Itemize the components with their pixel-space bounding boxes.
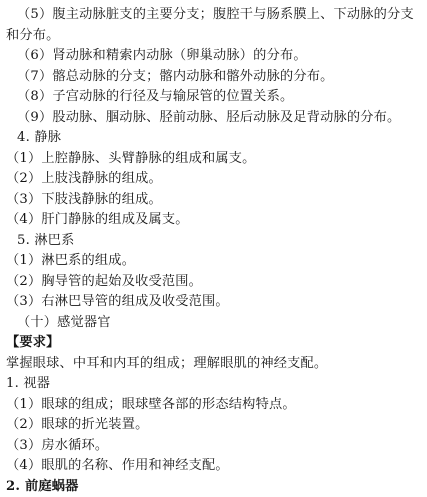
heading-veins: 4. 静脉 [17,130,62,145]
text-line-right-lymphatic-duct: （3）右淋巴导管的组成及收受范围。 [6,294,229,309]
text-line-upper-limb-veins: （2）上肢浅静脉的组成。 [6,171,162,186]
text-line-common-iliac-artery: （7）髂总动脉的分支；髂内动脉和髂外动脉的分布。 [17,69,334,84]
text-line-hepatic-portal-vein: （4）肝门静脉的组成及属支。 [6,212,189,227]
heading-vestibulocochlear-organ: 2. 前庭蜗器 [6,479,79,494]
heading-requirements: 【要求】 [6,335,60,350]
heading-sensory-organs: （十）感觉器官 [17,315,111,330]
text-line-eye-muscles: （4）眼肌的名称、作用和神经支配。 [6,458,229,473]
text-line-femoral-artery: （9）股动脉、腘动脉、胫前动脉、胫后动脉及足背动脉的分布。 [17,110,401,125]
text-line-lymphatic-composition: （1）淋巴系的组成。 [6,253,136,268]
text-line-continuation: 和分布。 [6,28,60,43]
text-line-eyeball-composition: （1）眼球的组成；眼球壁各部的形态结构特点。 [6,397,296,412]
text-line-lower-limb-veins: （3）下肢浅静脉的组成。 [6,192,162,207]
text-line-renal-artery: （6）肾动脉和精索内动脉（卵巢动脉）的分布。 [17,48,307,63]
text-line-refractive-apparatus: （2）眼球的折光装置。 [6,417,149,432]
heading-visual-organ: 1. 视器 [6,376,51,391]
text-line-uterine-artery: （8）子宫动脉的行径及与输尿管的位置关系。 [17,89,294,104]
text-line-requirements-summary: 掌握眼球、中耳和内耳的组成；理解眼肌的神经支配。 [6,356,328,371]
text-line-aqueous-humor: （3）房水循环。 [6,438,109,453]
text-line-superior-vena-cava: （1）上腔静脉、头臂静脉的组成和属支。 [6,151,256,166]
heading-lymphatic-system: 5. 淋巴系 [17,233,75,248]
text-line-abdominal-aorta-branches: （5）腹主动脉脏支的主要分支；腹腔干与肠系膜上、下动脉的分支 [17,7,414,22]
text-line-thoracic-duct: （2）胸导管的起始及收受范围。 [6,274,203,289]
